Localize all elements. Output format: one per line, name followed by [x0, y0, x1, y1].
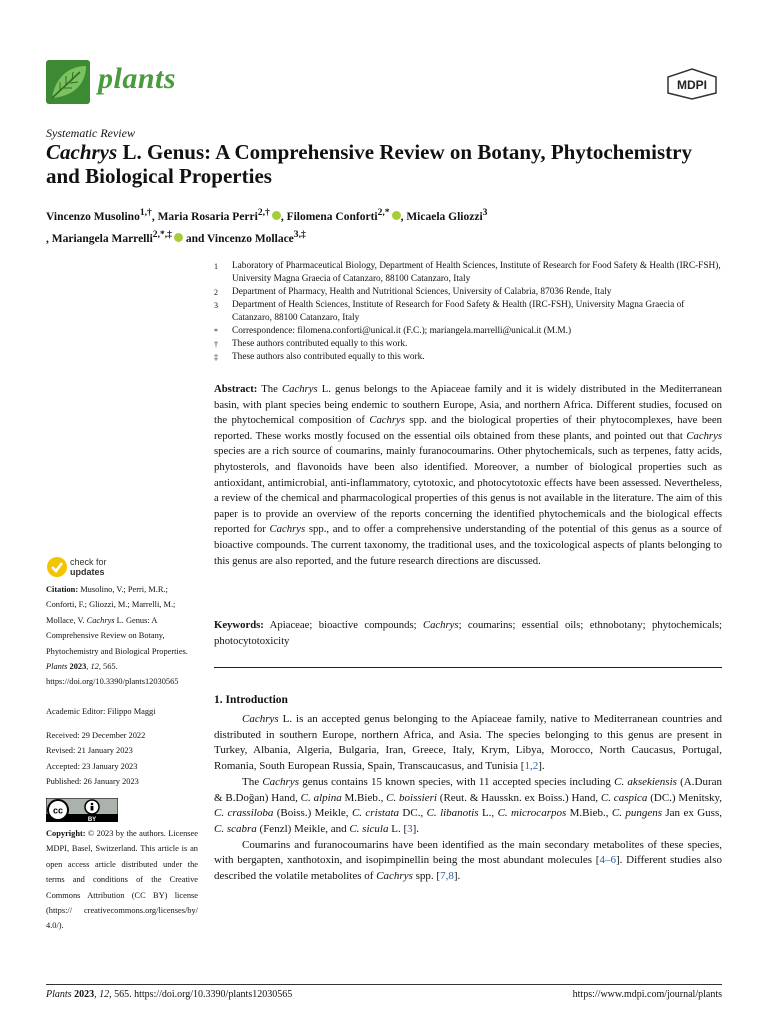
body-text: Coumarins and furanocoumarins have been identified as the main secondary metabolites of these species, with bergapten, xanthotoxin, and isopimpinellin being the most abundant molecules [ — [214, 838, 722, 867]
body-text: (Reut. & Hausskn. ex Boiss.) Hand, — [436, 791, 601, 804]
citation-doi[interactable]: , 565. https://doi.org/10.3390/plants12030565 — [46, 662, 179, 687]
body-text: spp. [ — [412, 870, 441, 883]
introduction-body — [214, 712, 722, 885]
citation-year: 2023 — [67, 662, 87, 672]
affiliation-mark: † — [214, 340, 218, 349]
author-affil-sup: 3,‡ — [293, 228, 306, 240]
mdpi-logo-text: MDPI — [677, 78, 707, 92]
affiliation-mark: 3 — [214, 301, 218, 310]
italic-text: Cachrys — [242, 713, 279, 725]
abstract-italic: Cachrys — [369, 414, 405, 427]
plants-leaf-logo-icon[interactable] — [46, 60, 90, 104]
footer-divider — [46, 984, 722, 985]
citation-journal: Plants — [46, 662, 68, 672]
author-name: , Micaela Gliozzi — [400, 210, 483, 223]
species-name: C. caspica — [600, 791, 648, 804]
body-text: (DC.) Menitsky, — [647, 791, 723, 804]
check-for-updates-badge[interactable] — [46, 556, 136, 580]
citation-italic: Cachrys — [86, 615, 115, 625]
orcid-icon[interactable] — [174, 233, 183, 242]
species-name: C. libanotis — [426, 807, 479, 820]
species-name: C. pungens — [611, 807, 662, 820]
copyright-text: © 2023 by the authors. Licensee MDPI, Basel, Switzerland. This article is an open access article distributed under the terms and conditions of the Creative Commons Attribution (CC BY) license (https:// creativecommons.org/licenses/by/ 4.0/). — [46, 829, 198, 931]
abstract-text: spp., and to offer a comprehensive understanding of the potential of this genus as a source of bioactive compounds. The current taxonomy, the traditional uses, and the toxicological aspects of plants belonging to this genus are also reported, and the future research directions are discussed. — [214, 523, 722, 567]
author-name: , Maria Rosaria Perri — [151, 210, 258, 223]
keywords — [214, 618, 722, 649]
author-name: Vincenzo Musolino — [46, 210, 140, 223]
body-paragraph — [214, 838, 722, 885]
body-text: (A.Duran & B.Doğan) Hand, — [214, 775, 722, 804]
species-name: C. crassiloba — [214, 807, 274, 820]
correspondence-item — [214, 325, 726, 338]
affiliation-text: Department of Health Sciences, Institute of Research for Food Safety & Health (IRC-FSH), University Magna Graecia of Catanzaro, 88100 Catanzaro, Italy — [232, 300, 685, 323]
body-text: M.Bieb., — [566, 807, 612, 820]
body-text: L., — [478, 807, 498, 820]
body-paragraph — [214, 712, 722, 775]
copyright-label: Copyright: — [46, 829, 86, 838]
footer-year: 2023 — [71, 989, 95, 1000]
affiliation-text: Laboratory of Pharmaceutical Biology, Department of Health Sciences, Institute of Research for Food Safety & Health (IRC-FSH), University Magna Graecia of Catanzaro, 88100 Catanzaro, Italy — [232, 261, 721, 284]
title-rest: L. Genus: A Comprehensive Review on Botany, Phytochemistry and Biological Properties — [46, 140, 692, 188]
check-updates-line: updates — [70, 567, 105, 577]
cc-by-license-icon[interactable] — [46, 798, 118, 822]
italic-text: Cachrys — [262, 775, 299, 788]
reference-link[interactable]: 3 — [407, 822, 413, 835]
article-type: Systematic Review — [46, 126, 135, 140]
citation-text: L. Genus: A Comprehensive Review on Botany, Phytochemistry and Biological Properties. — [46, 615, 188, 656]
footnote-item — [214, 351, 726, 364]
footer-volume: , 12 — [94, 989, 110, 1000]
correspondence-text[interactable]: Correspondence: filomena.conforti@unical.it (F.C.); mariangela.marrelli@unical.it (M.M.) — [232, 326, 572, 336]
affiliation-item — [214, 286, 726, 299]
author-name: , Filomena Conforti — [280, 210, 378, 223]
species-name: C. microcarpos — [497, 807, 567, 820]
citation-text: Musolino, V.; Perri, M.R.; Conforti, F.; Gliozzi, M.; Marrelli, M.; Mollace, V. — [46, 585, 176, 625]
title-genus: Cachrys — [46, 140, 118, 164]
abstract — [214, 382, 722, 569]
body-text: L. is an accepted genus belonging to the Apiaceae family, native to Mediterranean countries and distributed in southern Europe, northern Africa, and Asia. The species belonging to this genus are present in Turkey, Albania, Algeria, Bulgaria, Iran, Greece, Italy, Krym, Libya, Morocco, North Caucasus, Portugal, Romania, South European Russia, Spain, Transcaucasus, and Tunisia [ — [214, 713, 722, 773]
reference-link[interactable]: 4–6 — [599, 854, 616, 867]
abstract-text: L. genus belongs to the Apiaceae family and it is widely distributed in the Mediterranean basin, with plant species being endemic to southern Europe, Asia, and northern Africa. Different studies, focused on the phytochemical composition of — [214, 383, 722, 427]
body-text: L. [ — [388, 822, 408, 835]
body-text: DC., — [399, 807, 427, 820]
body-text: ]. Different studies also described the volatile metabolites of — [214, 854, 722, 883]
publication-dates — [46, 728, 198, 790]
abstract-text: The — [257, 383, 282, 395]
footnote-text: These authors contributed equally to this work. — [232, 339, 408, 349]
affiliation-mark: 1 — [214, 262, 218, 271]
body-text: Jan ex Guss, — [662, 807, 722, 820]
footer-journal: Plants — [46, 989, 72, 1000]
keywords-text: Apiaceae; bioactive compounds; — [263, 619, 423, 631]
accepted-date: Accepted: 23 January 2023 — [46, 761, 138, 771]
orcid-icon[interactable] — [392, 211, 401, 220]
keywords-label: Keywords: — [214, 619, 264, 631]
body-text: (Fenzl) Meikle, and — [256, 822, 350, 835]
section-divider — [214, 667, 722, 668]
species-name: C. alpina — [300, 791, 342, 804]
body-text: ]. — [412, 822, 420, 835]
revised-date: Revised: 21 January 2023 — [46, 746, 133, 756]
author-affil-sup: 3 — [482, 207, 488, 218]
body-text: genus contains 15 known species, with 11 accepted species including — [299, 775, 615, 788]
received-date: Received: 29 December 2022 — [46, 731, 146, 740]
body-text: ]. — [538, 760, 545, 773]
species-name: C. boissieri — [386, 791, 437, 804]
keywords-italic: Cachrys — [422, 619, 459, 631]
abstract-label: Abstract: — [214, 383, 258, 395]
species-name: C. sicula — [349, 822, 389, 835]
affiliation-mark: ‡ — [214, 353, 218, 362]
author-affil-sup: 1,† — [139, 207, 152, 218]
reference-link[interactable]: 7,8 — [440, 870, 454, 883]
abstract-text: spp. and the biological properties of their phytocomplexes, have been reported. These works mostly focused on the essential oils obtained from these plants, and pointed out that — [214, 414, 722, 442]
published-date: Published: 26 January 2023 — [46, 777, 139, 787]
citation-block — [46, 582, 198, 690]
citation-label: Citation: — [46, 585, 79, 594]
author-name: , Mariangela Marrelli — [46, 232, 153, 245]
academic-editor: Academic Editor: Filippo Maggi — [46, 707, 156, 716]
author-name: and Vincenzo Mollace — [182, 232, 294, 245]
check-updates-label — [70, 557, 107, 577]
article-title — [46, 140, 726, 188]
abstract-italic: Cachrys — [269, 523, 306, 536]
author-affil-sup: 2,* — [377, 207, 390, 218]
svg-text:cc: cc — [52, 805, 64, 816]
footer-citation — [46, 989, 292, 1000]
abstract-text: species are a rich source of coumarins, mainly furanocoumarins. Other phytochemicals, such as terpenes, fatty acids, phytosterols, and flavonoids have been also identified. Moreover, a number of biological properties such as antioxidant, antimicrobial, anti-inflammatory, cytotoxic, and photocytotoxic effects have been assessed. Nevertheless, a review of the chemical and pharmacological properties of this genus is not available in the literature. The aim of this paper is to provide an overview of the reports concerning the identified phytochemicals and the biological effects reported for — [214, 445, 722, 536]
footer-journal-url[interactable]: https://www.mdpi.com/journal/plants — [572, 989, 722, 1000]
italic-text: Cachrys — [376, 870, 413, 883]
mdpi-logo-icon[interactable] — [666, 68, 718, 100]
body-text: (Boiss.) Meikle, — [273, 807, 352, 820]
body-text: The — [242, 775, 263, 788]
affiliation-mark: * — [214, 327, 218, 336]
species-name: C. scabra — [214, 822, 257, 835]
body-text: M.Bieb., — [341, 791, 387, 804]
abstract-italic: Cachrys — [281, 383, 318, 395]
author-list — [46, 204, 726, 248]
affiliation-text: Department of Pharmacy, Health and Nutritional Sciences, University of Calabria, 87036 Rende, Italy — [232, 287, 612, 297]
keywords-text: ; coumarins; essential oils; ethnobotany; phytochemicals; photocytotoxicity — [214, 619, 723, 647]
citation-volume: , 12 — [86, 662, 99, 672]
author-affil-sup: 2,*,‡ — [152, 228, 172, 240]
footer-doi[interactable]: , 565. https://doi.org/10.3390/plants12030565 — [109, 989, 293, 1000]
cc-badge-label: BY — [87, 817, 97, 822]
affiliation-item — [214, 260, 726, 286]
affiliation-mark: 2 — [214, 288, 218, 297]
affiliation-item — [214, 299, 726, 325]
footnote-item — [214, 338, 726, 351]
footnote-text: These authors also contributed equally to this work. — [232, 352, 425, 362]
affiliations — [214, 260, 726, 364]
species-name: C. aksekiensis — [614, 775, 677, 788]
reference-link[interactable]: 1,2 — [524, 760, 539, 773]
check-updates-icon — [46, 556, 68, 578]
check-updates-line: check for — [70, 557, 107, 567]
journal-name[interactable]: plants — [98, 62, 177, 95]
abstract-italic: Cachrys — [686, 429, 722, 442]
species-name: C. cristata — [351, 807, 400, 820]
orcid-icon[interactable] — [272, 211, 281, 220]
copyright-block — [46, 826, 198, 934]
author-affil-sup: 2,† — [257, 207, 270, 218]
section-heading: 1. Introduction — [214, 694, 288, 706]
body-text: ]. — [453, 870, 461, 883]
body-paragraph — [214, 775, 722, 838]
